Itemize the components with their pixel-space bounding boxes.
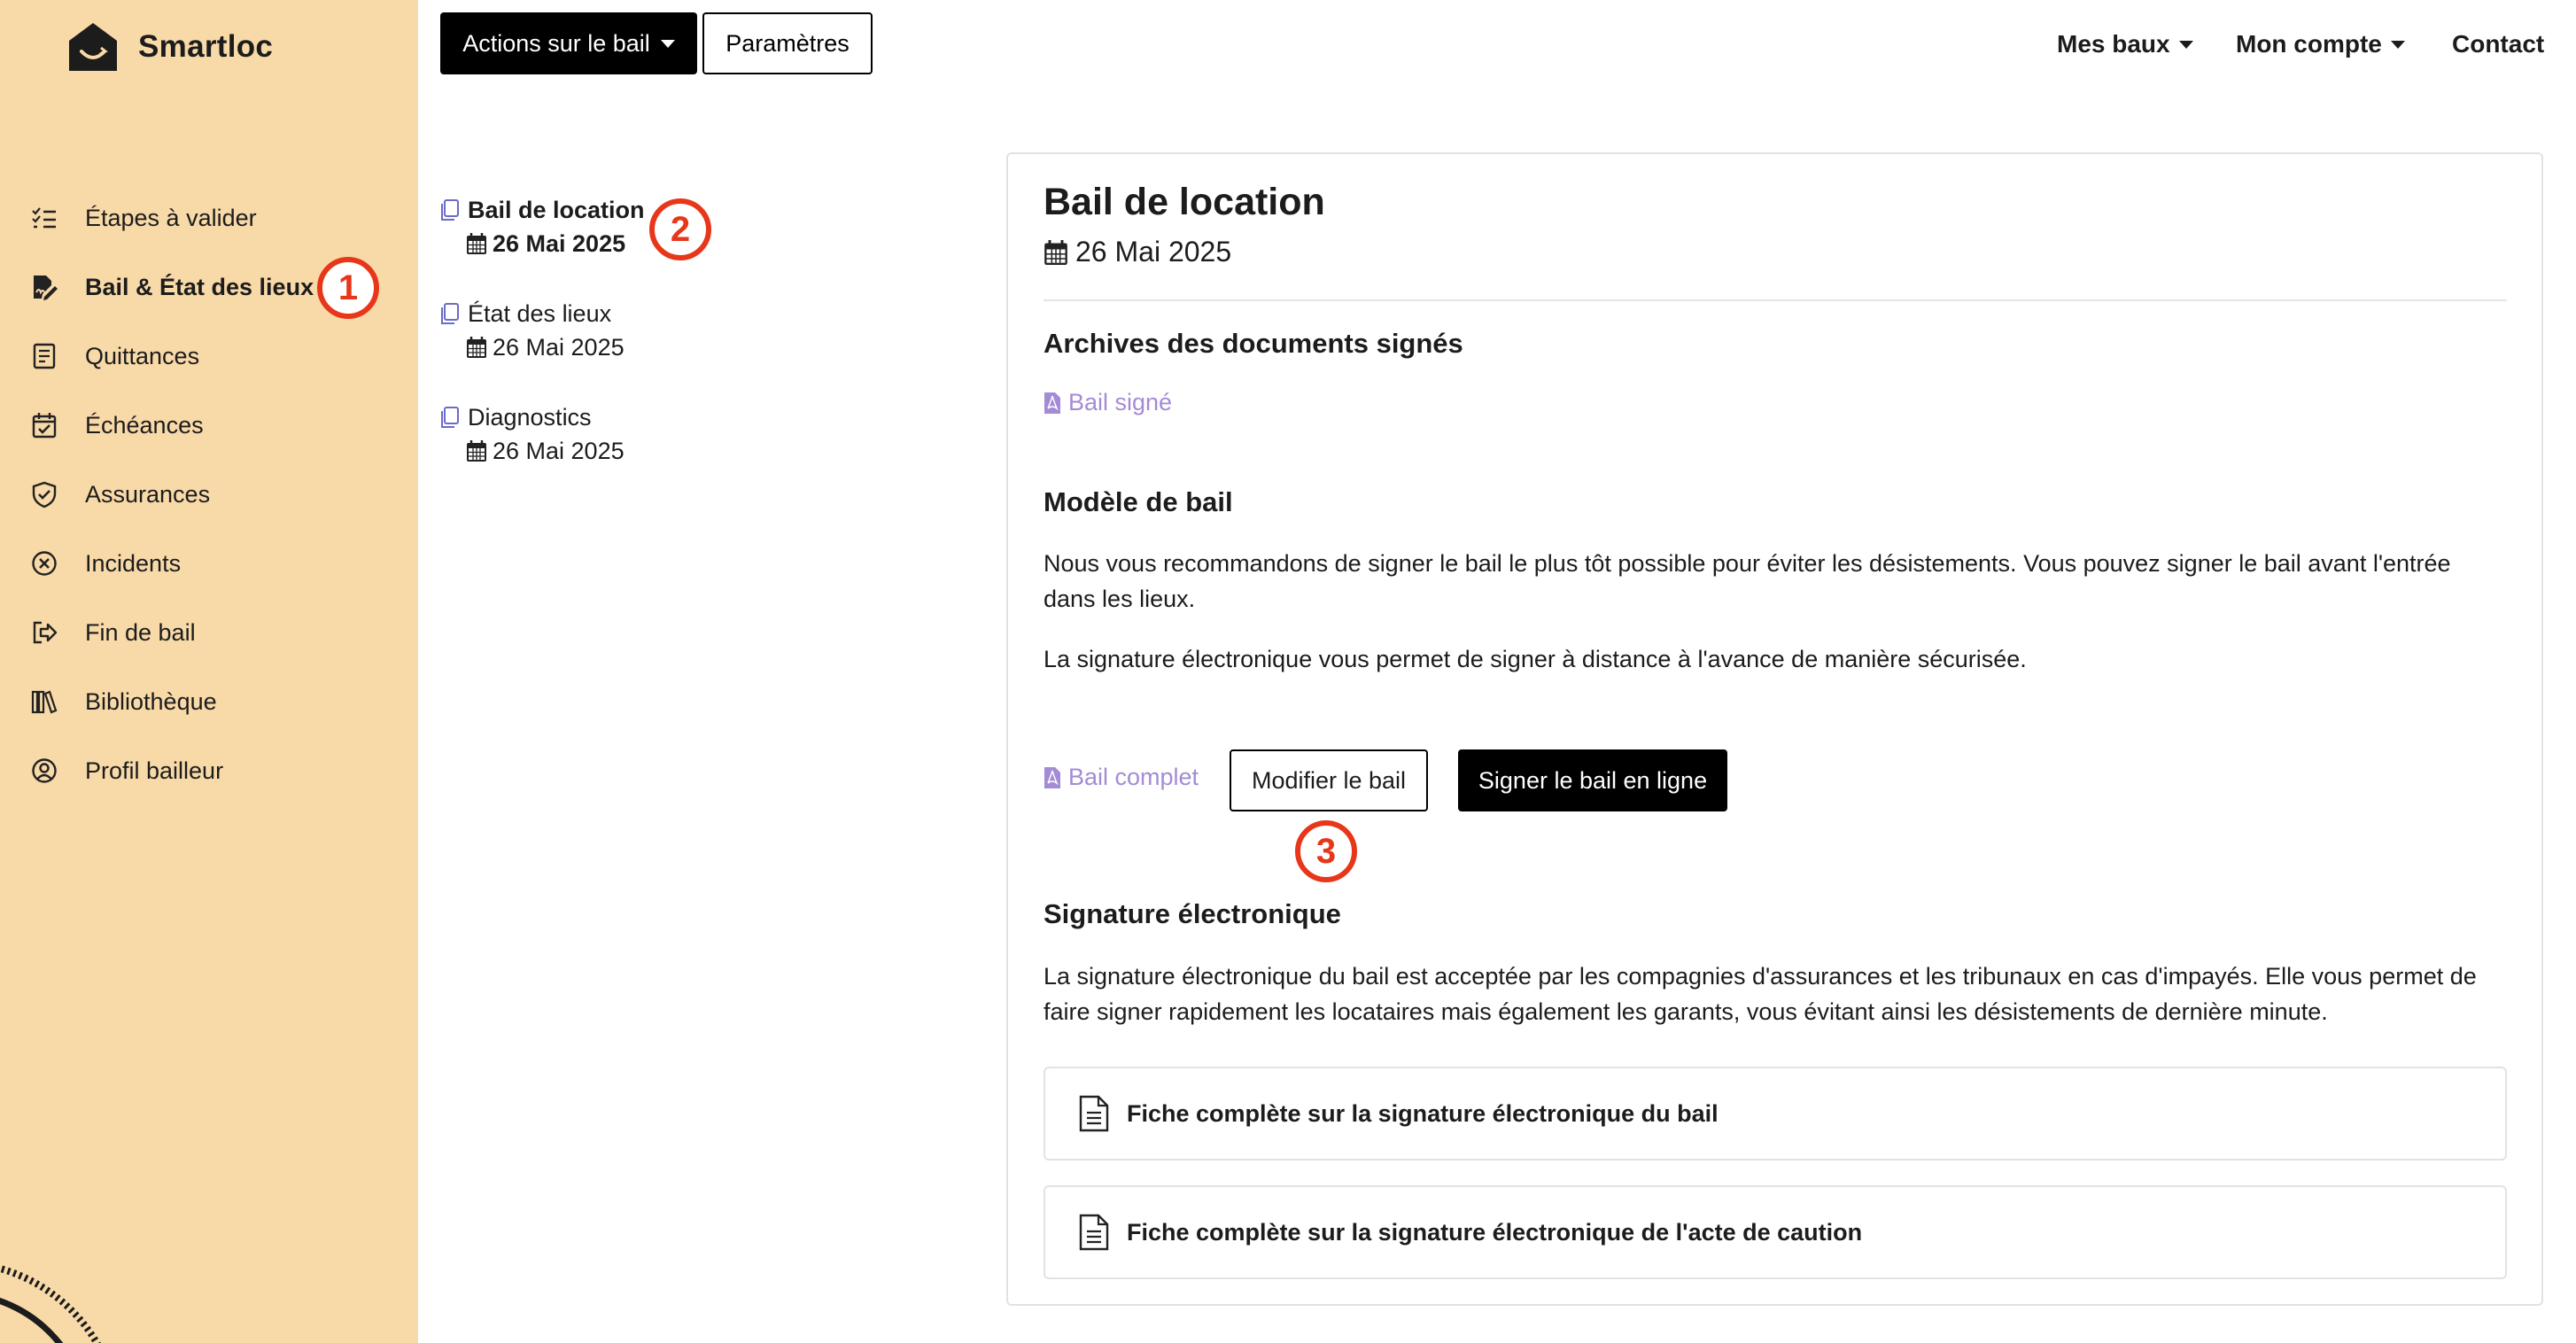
calendar-icon bbox=[466, 232, 487, 255]
modele-heading: Modèle de bail bbox=[1044, 486, 1233, 517]
caret-down-icon bbox=[2391, 41, 2405, 49]
fiche-label: Fiche complète sur la signature électronique du bail bbox=[1127, 1099, 1719, 1127]
sidebar-item-label: Profil bailleur bbox=[85, 757, 224, 784]
sidebar bbox=[0, 0, 418, 1343]
sidebar-item-label: Incidents bbox=[85, 549, 182, 577]
params-label: Paramètres bbox=[725, 29, 850, 57]
main-card bbox=[1006, 152, 2543, 1306]
sidebar-item-etapes[interactable] bbox=[30, 191, 257, 245]
modele-paragraph-1: Nous vous recommandons de signer le bail le plus tôt possible pour éviter les désistements. Vous pouvez signer le bail avant l'entrée dans les lieux. bbox=[1044, 550, 2451, 612]
actions-label: Actions sur le bail bbox=[462, 29, 650, 57]
app-name: Smartloc bbox=[138, 29, 274, 64]
bail-signe-link[interactable] bbox=[1044, 389, 1172, 416]
annotation-badge-3: 3 bbox=[1295, 820, 1357, 882]
sidebar-item-label: Quittances bbox=[85, 342, 200, 369]
sidebar-item-fin-de-bail[interactable] bbox=[30, 606, 196, 659]
sidebar-item-bibliotheque[interactable] bbox=[30, 675, 217, 728]
doc-item-bail[interactable] bbox=[438, 194, 645, 261]
list-check-icon bbox=[30, 204, 58, 232]
receipt-icon bbox=[30, 342, 58, 370]
decorative-arcs-icon bbox=[0, 1196, 248, 1343]
file-pdf-icon bbox=[1044, 766, 1061, 789]
file-pdf-icon bbox=[1044, 392, 1061, 415]
nav-contact[interactable] bbox=[2452, 25, 2544, 64]
calendar-icon bbox=[466, 439, 487, 462]
signature-paragraph: La signature électronique du bail est acceptée par les compagnies d'assurances et les tribunaux en cas d'impayés. Elle vous permet de faire signer rapidement les locataires mais également les garants, vous évitant ainsi les désistements de dernière minute. bbox=[1044, 963, 2477, 1025]
signer-bail-button[interactable]: Signer le bail en ligne bbox=[1458, 749, 1727, 811]
sidebar-item-label: Bail & État des lieux bbox=[85, 273, 314, 300]
doc-item-etat-des-lieux[interactable] bbox=[438, 298, 625, 365]
app-logo[interactable] bbox=[64, 18, 273, 76]
house-smile-logo-icon bbox=[64, 18, 122, 76]
actions-dropdown-button[interactable] bbox=[440, 12, 697, 74]
doc-title: État des lieux bbox=[468, 299, 612, 327]
calendar-icon bbox=[466, 336, 487, 359]
user-circle-icon bbox=[30, 757, 58, 785]
doc-date: 26 Mai 2025 bbox=[493, 333, 625, 361]
signature-heading: Signature électronique bbox=[1044, 898, 1341, 929]
doc-date: 26 Mai 2025 bbox=[493, 229, 626, 257]
doc-date: 26 Mai 2025 bbox=[493, 437, 625, 464]
archives-heading: Archives des documents signés bbox=[1044, 328, 1463, 359]
page-date-text: 26 Mai 2025 bbox=[1075, 236, 1232, 268]
sidebar-item-label: Fin de bail bbox=[85, 618, 196, 646]
sidebar-item-echeances[interactable] bbox=[30, 399, 204, 452]
sidebar-item-label: Assurances bbox=[85, 480, 211, 508]
sidebar-item-profil[interactable] bbox=[30, 744, 223, 797]
copy-icon bbox=[438, 198, 461, 222]
bail-signe-label: Bail signé bbox=[1068, 389, 1173, 415]
parametres-button[interactable] bbox=[702, 12, 873, 74]
calendar-icon bbox=[1044, 238, 1068, 267]
nav-mon-compte[interactable] bbox=[2236, 25, 2405, 64]
sidebar-item-incidents[interactable] bbox=[30, 537, 181, 590]
bail-complet-link[interactable] bbox=[1044, 764, 1199, 791]
nav-mon-compte-label: Mon compte bbox=[2236, 30, 2382, 58]
sidebar-item-quittances[interactable] bbox=[30, 330, 199, 383]
calendar-check-icon bbox=[30, 411, 58, 439]
sidebar-item-assurances[interactable] bbox=[30, 468, 210, 521]
fiche-signature-bail-link[interactable] bbox=[1044, 1067, 2507, 1161]
copy-icon bbox=[438, 301, 461, 326]
bail-complet-label: Bail complet bbox=[1068, 764, 1199, 790]
sign-out-icon bbox=[30, 618, 58, 647]
annotation-badge-2: 2 bbox=[649, 198, 711, 260]
nav-mes-baux[interactable] bbox=[2057, 25, 2193, 64]
doc-item-diagnostics[interactable] bbox=[438, 401, 625, 469]
file-text-icon bbox=[1079, 1214, 1109, 1251]
sidebar-item-label: Bibliothèque bbox=[85, 687, 217, 715]
copy-icon bbox=[438, 405, 461, 430]
caret-down-icon bbox=[2179, 41, 2193, 49]
divider bbox=[1044, 299, 2507, 301]
circle-x-icon bbox=[30, 549, 58, 578]
sidebar-item-label: Échéances bbox=[85, 411, 204, 439]
page-title: Bail de location bbox=[1044, 181, 1325, 223]
file-text-icon bbox=[1079, 1095, 1109, 1132]
books-icon bbox=[30, 687, 58, 716]
file-signature-icon bbox=[30, 273, 58, 301]
shield-check-icon bbox=[30, 480, 58, 508]
fiche-acte-caution-link[interactable] bbox=[1044, 1185, 2507, 1279]
modifier-bail-button[interactable]: Modifier le bail bbox=[1230, 749, 1428, 811]
page-date bbox=[1044, 236, 1231, 268]
nav-contact-label: Contact bbox=[2452, 30, 2545, 58]
sidebar-item-bail[interactable] bbox=[30, 260, 314, 314]
doc-title: Bail de location bbox=[468, 196, 645, 223]
annotation-badge-1: 1 bbox=[317, 257, 379, 319]
fiche-label: Fiche complète sur la signature électronique de l'acte de caution bbox=[1127, 1218, 1863, 1246]
nav-mes-baux-label: Mes baux bbox=[2057, 30, 2170, 58]
modele-paragraph-2: La signature électronique vous permet de signer à distance à l'avance de manière sécurisée. bbox=[1044, 646, 2027, 672]
sidebar-item-label: Étapes à valider bbox=[85, 204, 257, 231]
doc-title: Diagnostics bbox=[468, 403, 592, 431]
caret-down-icon bbox=[661, 40, 675, 48]
